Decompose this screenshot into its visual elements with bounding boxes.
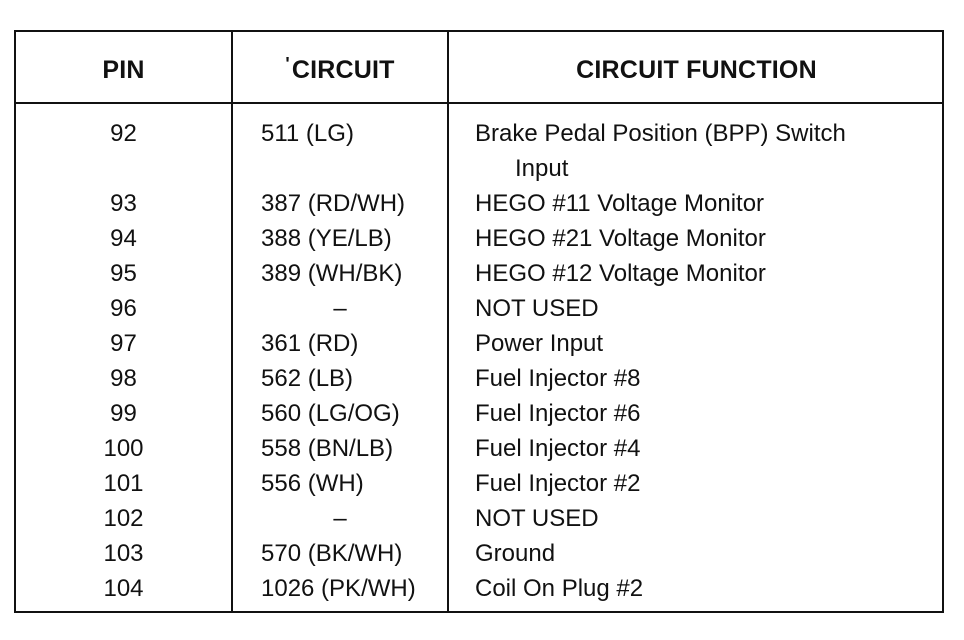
pin-cell: 98 [110,365,137,392]
circuit-cell: – [333,505,347,532]
pin-cell: 100 [103,435,144,462]
function-cell: NOT USED [475,295,599,322]
table-row [16,186,942,221]
circuit-cell: 389 (WH/BK) [261,260,403,287]
header-circuit [233,32,447,102]
circuit-cell: 570 (BK/WH) [261,540,403,567]
table-row [16,571,942,606]
pin-cell: 93 [110,190,137,217]
circuit-cell: 511 (LG) [261,120,354,147]
function-cell: Ground [475,540,556,567]
table-row [16,396,942,431]
function-cell: Fuel Injector #4 [475,435,641,462]
table-row [16,221,942,256]
header-circuit-mark: ' [285,54,290,74]
pin-cell: 101 [103,470,144,497]
table-row [16,431,942,466]
function-line-2: Input [515,155,569,182]
table-body [16,116,942,606]
pin-cell: 104 [103,575,144,602]
circuit-cell: 361 (RD) [261,330,359,357]
function-cell: HEGO #12 Voltage Monitor [475,260,766,287]
table-row [16,501,942,536]
function-cell: NOT USED [475,505,599,532]
circuit-cell: 562 (LB) [261,365,354,392]
table-row [16,361,942,396]
circuit-cell: 388 (YE/LB) [261,225,392,252]
pin-cell: 99 [110,400,137,427]
function-cell: HEGO #21 Voltage Monitor [475,225,766,252]
function-cell: HEGO #11 Voltage Monitor [475,190,765,217]
function-cell: Coil On Plug #2 [475,575,644,602]
function-cell: Power Input [475,330,604,357]
pin-circuit-table [14,30,944,613]
pin-cell: 94 [110,225,137,252]
table-row [16,326,942,361]
circuit-cell: 1026 (PK/WH) [261,575,416,602]
circuit-cell: 556 (WH) [261,470,364,497]
table-row [16,536,942,571]
table-row [16,116,942,186]
header-pin: PIN [102,56,145,84]
circuit-cell: – [333,295,347,322]
pin-cell: 103 [103,540,144,567]
pin-cell: 92 [110,120,137,147]
pin-cell: 95 [110,260,137,287]
pin-cell: 97 [110,330,137,357]
header-circuit-label: CIRCUIT [291,56,395,84]
function-line-1: Brake Pedal Position (BPP) Switch [475,120,846,147]
header-circuit-function: CIRCUIT FUNCTION [576,56,817,84]
pin-cell: 102 [103,505,144,532]
circuit-cell: 387 (RD/WH) [261,190,406,217]
function-cell: Fuel Injector #2 [475,470,641,497]
function-cell: Fuel Injector #8 [475,365,641,392]
function-cell [475,116,846,186]
table-row [16,256,942,291]
pin-cell: 96 [110,295,137,322]
function-cell: Fuel Injector #6 [475,400,641,427]
circuit-cell: 558 (BN/LB) [261,435,394,462]
table-row [16,291,942,326]
header-divider [16,102,942,104]
circuit-cell: 560 (LG/OG) [261,400,400,427]
table-row [16,466,942,501]
